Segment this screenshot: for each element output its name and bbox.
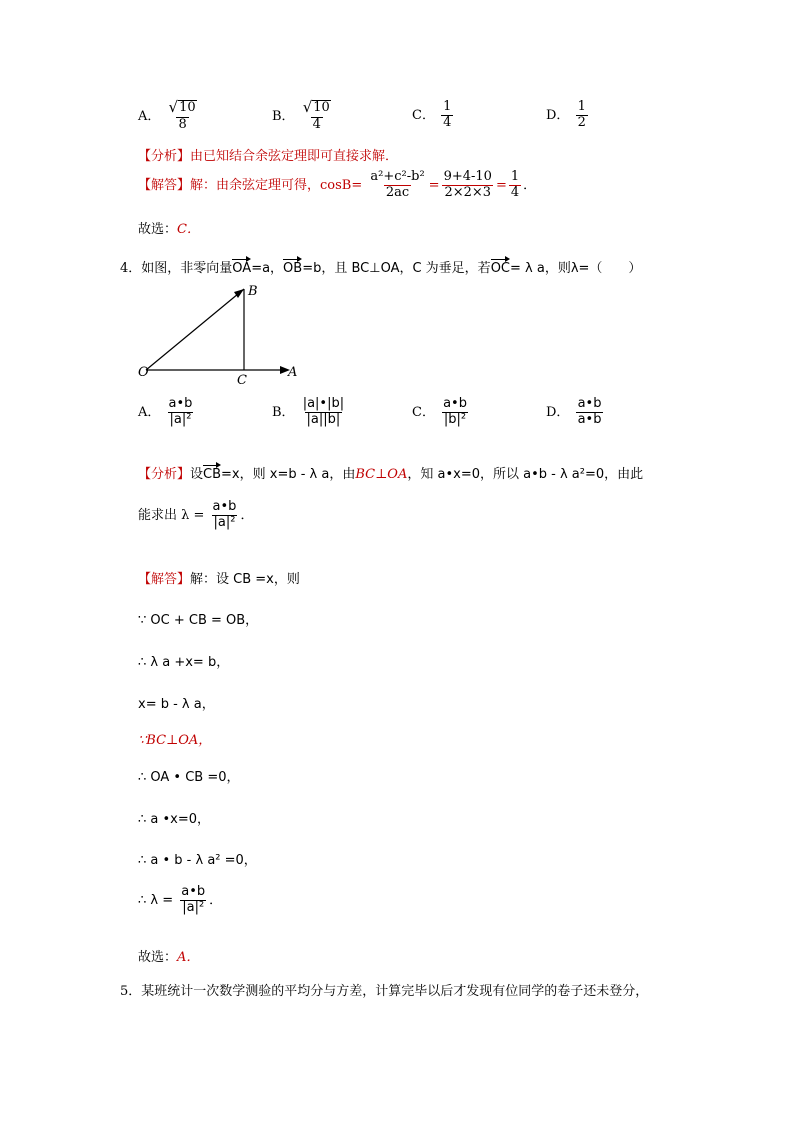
analysis-text: 设: [190, 467, 204, 482]
stem-eq-b: =b，且 BC⊥OA，C 为垂足，若: [302, 261, 491, 276]
label-c: C: [237, 373, 247, 388]
fraction-denominator: 8: [178, 116, 187, 132]
period: ．: [523, 177, 537, 193]
q4-final-step: ∴ λ = $\frac{a•b}{\text{|a|²}}$ ．: [138, 884, 223, 915]
q4-step-3: x= b - λ a，: [138, 697, 215, 712]
q4-stem: [120, 256, 641, 276]
fraction-denominator: 2: [577, 114, 586, 130]
q4-option-a: [138, 397, 196, 428]
label-b: B: [248, 284, 258, 299]
final-fraction: [179, 885, 207, 916]
option-c-fraction: [441, 100, 453, 131]
fraction-numerator: a•b: [577, 396, 602, 411]
q3-option-c: [412, 100, 455, 131]
q4-step-7: ∴ a • b - λ a² =0，: [138, 853, 257, 868]
fraction-denominator: 4: [312, 116, 321, 132]
q4-answer-line1: [138, 568, 300, 587]
label-o: O: [138, 365, 149, 380]
q4-figure: [130, 280, 310, 390]
answer-prefix: 解：由余弦定理可得，cosB=: [190, 177, 363, 193]
result-fraction: [509, 170, 521, 201]
stem-prefix: 4．如图，非零向量: [120, 261, 233, 276]
analysis-text: 能求出 λ =: [138, 507, 205, 523]
q4-option-d: [546, 397, 605, 428]
fraction-denominator: |b|²: [443, 411, 467, 427]
q5-stem: 5．某班统计一次数学测验的平均分与方差，计算完毕以后才发现有位同学的卷子还未登分，: [120, 984, 649, 999]
fraction-numerator: a•b: [168, 396, 193, 411]
q4-analysis-line1: [138, 462, 643, 482]
fraction-numerator: a²+c²-b²: [370, 169, 425, 184]
analysis-tag: 【分析】: [138, 149, 191, 164]
q3-analysis: [138, 145, 398, 164]
option-a-fraction: √ 10 8: [168, 98, 196, 132]
fraction-denominator: 4: [443, 114, 452, 130]
answer-tag: 【解答】: [138, 572, 191, 587]
q4-analysis-line2: 能求出 λ = $\frac{a•b}{\text{|a|²}}$ ．: [138, 499, 254, 530]
fraction-numerator: 1: [510, 169, 520, 184]
analysis-tag: 【分析】: [138, 467, 191, 482]
fraction-denominator: |a||b|: [306, 411, 341, 427]
q4-step-2: ∴ λ a +x= b，: [138, 655, 230, 670]
option-label: A．: [138, 404, 161, 420]
fraction-numerator: 1: [577, 99, 586, 114]
option-b-fraction: √ 10 4: [302, 98, 330, 132]
fraction-denominator: |a|²: [182, 899, 205, 915]
vector-cb: CB: [203, 462, 221, 482]
fraction-denominator: 2×2×3: [444, 184, 492, 200]
analysis-text: =x，则 x=b - λ a，由: [221, 467, 356, 482]
answer-text: 解：设 CB =x，则: [190, 572, 300, 587]
choose-answer: A．: [177, 950, 200, 965]
fraction-numerator: 10: [313, 100, 330, 115]
q4-step-1: ∵ OC + CB = OB，: [138, 613, 259, 628]
option-d-fraction: [576, 397, 604, 428]
stem-eq-a: =a，: [251, 261, 284, 276]
option-c-fraction: [441, 397, 469, 428]
option-label: D．: [546, 107, 570, 123]
option-d-fraction: [576, 100, 588, 131]
vector-oc: OC: [491, 256, 510, 276]
option-label: A．: [138, 108, 161, 124]
analysis-text: 由已知结合余弦定理即可直接求解．: [190, 149, 399, 164]
fraction-denominator: |a|²: [213, 514, 236, 530]
q4-choose: [138, 946, 199, 965]
fraction-numerator: 9+4-10: [443, 169, 492, 184]
q3-option-d: [546, 100, 590, 131]
q4-step-6: ∴ a •x=0，: [138, 812, 211, 827]
q4-step-5: ∴ OA • CB =0，: [138, 770, 240, 785]
option-label: B．: [272, 108, 295, 124]
fraction-numerator: a•b: [181, 884, 206, 899]
segment-ob: [146, 289, 244, 370]
analysis-condition: BC⊥OA: [355, 467, 408, 482]
fraction-numerator: |a|•|b|: [302, 396, 345, 411]
choose-answer: C．: [177, 222, 200, 237]
final-step-text: ∴ λ =: [138, 892, 174, 908]
fraction-denominator: 4: [510, 184, 520, 200]
q3-option-a: [138, 100, 201, 133]
option-label: C．: [412, 107, 435, 123]
choose-label: 故选：: [138, 950, 178, 965]
fraction-numerator: 10: [179, 100, 196, 115]
analysis-fraction: [211, 500, 239, 531]
cosine-law-fraction: [368, 170, 426, 201]
q4-step-4: ∵BC⊥OA，: [138, 733, 212, 748]
answer-tag: 【解答】: [138, 177, 191, 193]
q4-option-b: [272, 397, 348, 428]
option-label: D．: [546, 404, 570, 420]
analysis-text: ，知 a•x=0，所以 a•b - λ a²=0，由此: [407, 467, 644, 482]
option-label: C．: [412, 404, 435, 420]
fraction-numerator: 1: [443, 99, 452, 114]
label-a: A: [288, 365, 298, 380]
vector-oa: OA: [232, 256, 251, 276]
fraction-numerator: a•b: [443, 396, 467, 411]
option-label: B．: [272, 404, 295, 420]
q3-answer: 【解答】解：由余弦定理可得，cosB= $\frac{\text{a²+c²-b²}}{2ac}$ = $\frac{9+4-10}{2\times 2\times 3}$ = $\frac{1}{4}$ ．: [138, 169, 537, 200]
option-a-fraction: [167, 397, 195, 428]
q4-option-c: [412, 397, 471, 428]
fraction-denominator: |a|²: [169, 411, 192, 427]
fraction-numerator: a•b: [212, 499, 237, 514]
q3-option-b: [272, 100, 335, 133]
choose-label: 故选：: [138, 222, 178, 237]
fraction-denominator: 2ac: [385, 184, 410, 200]
option-b-fraction: [301, 397, 346, 428]
substituted-fraction: [442, 170, 494, 201]
q3-choose: [138, 218, 200, 237]
stem-eq-c: = λ a，则λ=（ ）: [510, 261, 642, 276]
fraction-denominator: a•b: [577, 411, 602, 427]
vector-ob: OB: [283, 256, 302, 276]
